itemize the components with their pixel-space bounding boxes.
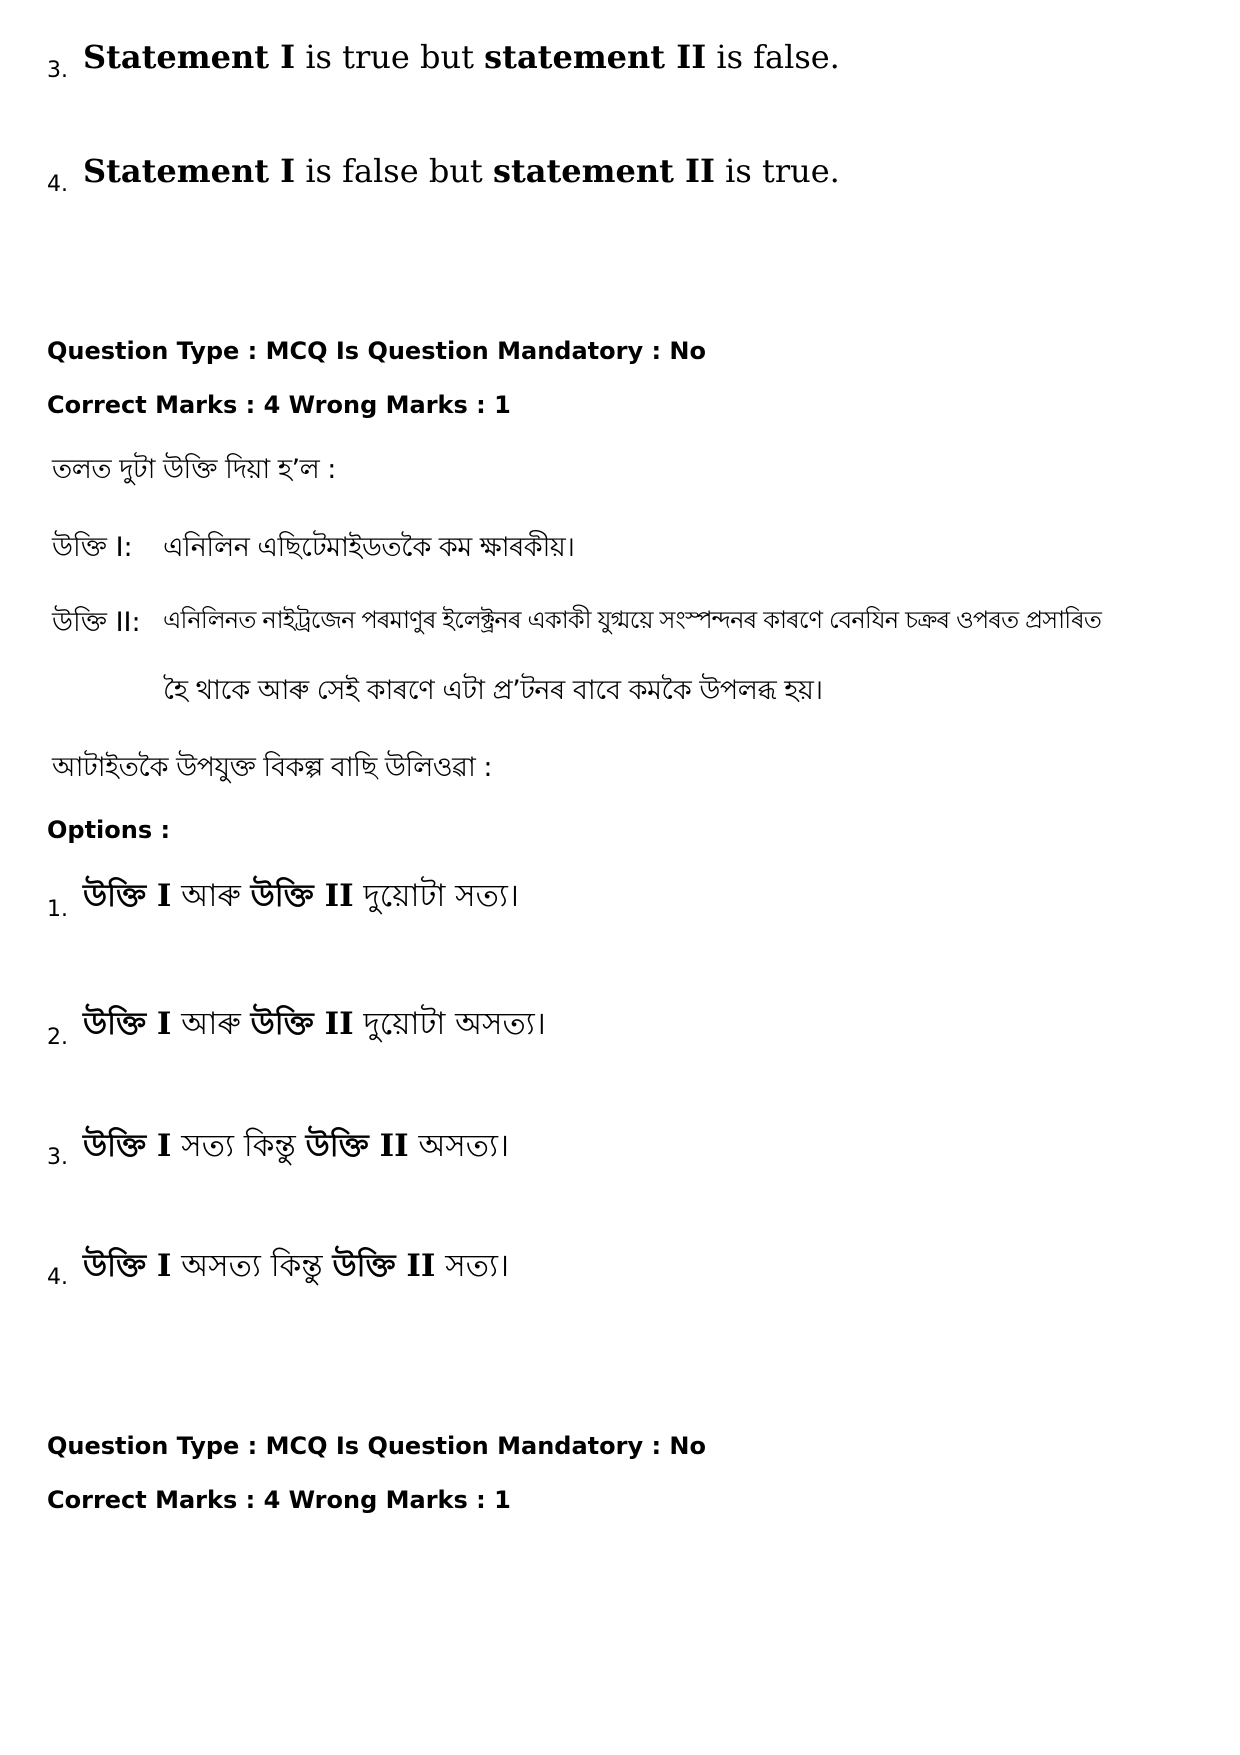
statement-2-line-2: হৈ থাকে আৰু সেই কাৰণে এটা প্ৰ’টনৰ বাবে কমকৈ উপলব্ধ হয়।	[163, 675, 823, 706]
option-text-run: অসত্য।	[408, 1128, 510, 1164]
option-text-run: সত্য কিন্তু	[171, 1128, 306, 1164]
option-text-run: দুয়োটা সত্য।	[353, 878, 519, 914]
option-text-bold-run: উক্তি II	[305, 1128, 409, 1164]
option-1-text	[83, 872, 519, 924]
statement-2-label: উক্তি II:	[52, 607, 141, 638]
option-text-run: is true.	[714, 152, 840, 190]
options-label: Options :	[47, 816, 171, 844]
option-text-bold-run: Statement I	[83, 152, 296, 190]
option-text-run: is true but	[295, 38, 485, 76]
option-text-bold-run: উক্তি I	[83, 1248, 172, 1284]
option-2-number: 2.	[47, 1025, 68, 1050]
option-text-run: দুয়োটা অসত্য।	[353, 1006, 546, 1042]
option-1-number: 1.	[47, 897, 68, 922]
statement-1-label: উক্তি I:	[52, 532, 133, 563]
prev-option-3-text	[83, 38, 840, 76]
question-type-line: Question Type : MCQ Is Question Mandatory : No	[47, 337, 706, 365]
option-text-run: আৰু	[171, 878, 251, 914]
question-intro: তলত দুটা উক্তি দিয়া হ’ল :	[52, 454, 336, 485]
option-text-bold-run: statement II	[492, 152, 715, 190]
question-instruction: আটাইতকৈ উপযুক্ত বিকল্প বাছি উলিওৱা :	[52, 752, 492, 783]
option-4-number: 4.	[47, 1265, 68, 1290]
next-question-marks-line: Correct Marks : 4 Wrong Marks : 1	[47, 1486, 511, 1514]
option-text-bold-run: উক্তি I	[83, 1006, 172, 1042]
prev-option-4-text	[83, 152, 840, 190]
question-marks-line: Correct Marks : 4 Wrong Marks : 1	[47, 391, 511, 419]
option-text-run: অসত্য কিন্তু	[171, 1248, 333, 1284]
option-text-bold-run: উক্তি II	[332, 1248, 436, 1284]
option-text-run: is false but	[295, 152, 493, 190]
next-question-type-line: Question Type : MCQ Is Question Mandatory : No	[47, 1432, 706, 1460]
option-text-bold-run: উক্তি I	[83, 1128, 172, 1164]
prev-option-3-number: 3.	[47, 58, 68, 83]
option-text-run: is false.	[706, 38, 840, 76]
option-text-run: সত্য।	[435, 1248, 510, 1284]
option-3-number: 3.	[47, 1145, 68, 1170]
option-text-bold-run: উক্তি I	[83, 878, 172, 914]
option-text-bold-run: উক্তি II	[250, 1006, 354, 1042]
statement-2-line-1: এনিলিনত নাইট্ৰজেন পৰমাণুৰ ইলেক্ট্ৰনৰ একাকী যুগ্ময়ে সংস্পন্দনৰ কাৰণে বেনযিন চক্ৰৰ ওপৰত প্ৰসাৰিত	[163, 606, 1102, 634]
option-text-bold-run: statement II	[484, 38, 707, 76]
option-text-bold-run: উক্তি II	[250, 878, 354, 914]
option-2-text	[83, 1000, 546, 1052]
option-4-text	[83, 1242, 509, 1294]
statement-1-text: এনিলিন এছিটেমাইডতকৈ কম ক্ষাৰকীয়।	[163, 532, 575, 563]
prev-option-4-number: 4.	[47, 172, 68, 197]
option-text-run: আৰু	[171, 1006, 251, 1042]
option-3-text	[83, 1122, 509, 1174]
option-text-bold-run: Statement I	[83, 38, 296, 76]
